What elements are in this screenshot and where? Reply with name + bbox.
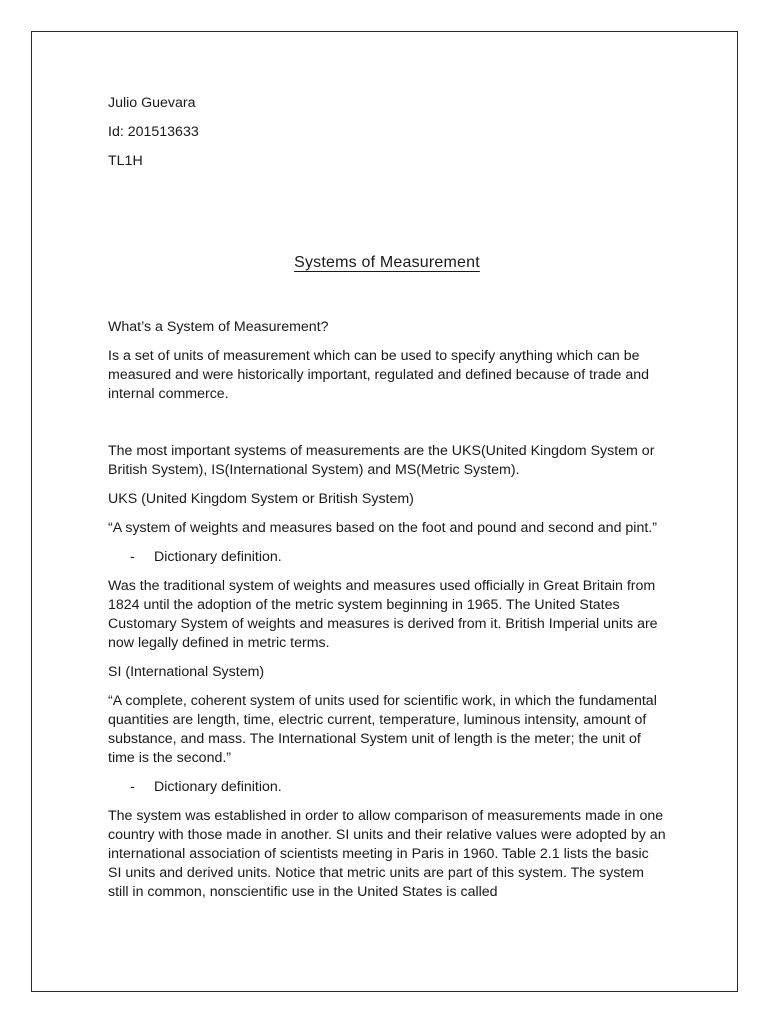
document-page — [31, 31, 738, 992]
bullet-dash: - — [130, 779, 135, 795]
definition-paragraph: Is a set of units of measurement which can be used to specify anything which can be measured and were historically important, regulated and defined because of trade and internal commerce. — [108, 348, 650, 402]
si-source-bullet — [130, 778, 666, 797]
si-quote: “A complete, coherent system of units used for scientific work, in which the fundamental quantities are length, time, electric current, temperature, luminous intensity, amount of substance, and mass. The International System unit of length is the meter; the unit of time is the second.” — [108, 693, 657, 766]
systems-overview-paragraph: The most important systems of measurements are the UKS(United Kingdom System or British System), IS(International System) and MS(Metric System). — [108, 443, 655, 478]
si-heading: SI (International System) — [108, 664, 265, 680]
document-title: Systems of Measurement — [294, 254, 480, 271]
group-code: TL1H — [108, 153, 143, 169]
uks-description: Was the traditional system of weights and measures used officially in Great Britain from 1824 until the adoption of the metric system beginning in 1965. The United States Customary System of weights and measures is derived from it. British Imperial units are now legally defined in metric terms. — [108, 578, 658, 651]
uks-source-bullet — [130, 548, 666, 567]
uks-source: Dictionary definition. — [154, 549, 282, 565]
uks-heading: UKS (United Kingdom System or British System) — [108, 491, 414, 507]
student-id: Id: 201513633 — [108, 124, 199, 140]
spacer — [108, 414, 666, 442]
si-description: The system was established in order to allow comparison of measurements made in one country with those made in another. SI units and their relative values were adopted by an international association of scientists meeting in Paris in 1960. Table 2.1 lists the basic SI units and derived units. Notice that metric units are part of this system. The system still in common, nonscientific use in the United States is called — [108, 808, 666, 900]
author-name: Julio Guevara — [108, 95, 196, 111]
document-content — [108, 94, 666, 912]
question-heading: What’s a System of Measurement? — [108, 319, 329, 335]
bullet-dash: - — [130, 549, 135, 565]
document-title-wrapper — [108, 253, 666, 272]
si-source: Dictionary definition. — [154, 779, 282, 795]
uks-quote: “A system of weights and measures based on the foot and pound and second and pint.” — [108, 520, 657, 536]
